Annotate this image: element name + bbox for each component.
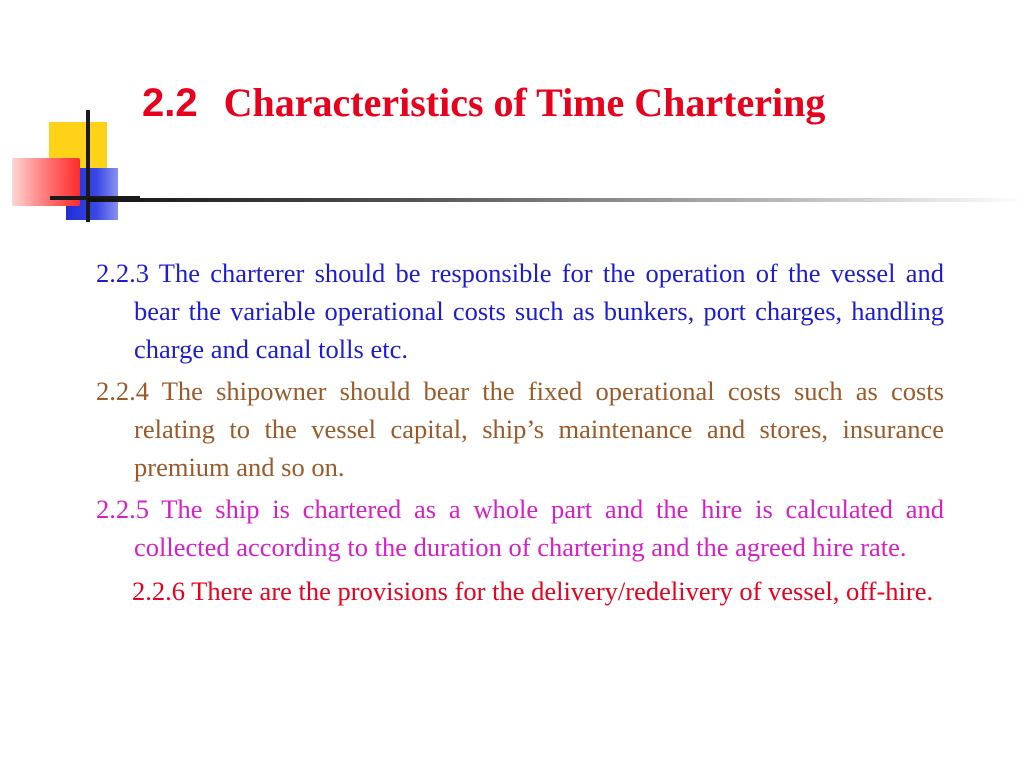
slide-body (96, 254, 944, 614)
paragraph-2-2-4: 2.2.4 The shipowner should bear the fixed operational costs such as costs relating to the vessel capital, ship’s maintenance and stores, insurance premium and so on. (96, 376, 944, 482)
paragraph-2-2-5: 2.2.5 The ship is chartered as a whole part and the hire is calculated and collected according to the duration of chartering and the agreed hire rate. (96, 494, 944, 562)
slide-title (142, 78, 1002, 128)
section-title-text: Characteristics of Time Chartering (223, 80, 826, 125)
paragraph-2-2-6: 2.2.6 There are the provisions for the delivery/redelivery of vessel, off-hire. (132, 576, 934, 606)
section-number: 2.2 (142, 81, 198, 125)
title-underline-rule (88, 198, 1024, 202)
logo-vertical-line (86, 110, 90, 222)
paragraph-2-2-3: 2.2.3 The charterer should be responsible for the operation of the vessel and bear the variable operational costs such as bunkers, port charges, handling charge and canal tolls etc. (96, 258, 944, 364)
